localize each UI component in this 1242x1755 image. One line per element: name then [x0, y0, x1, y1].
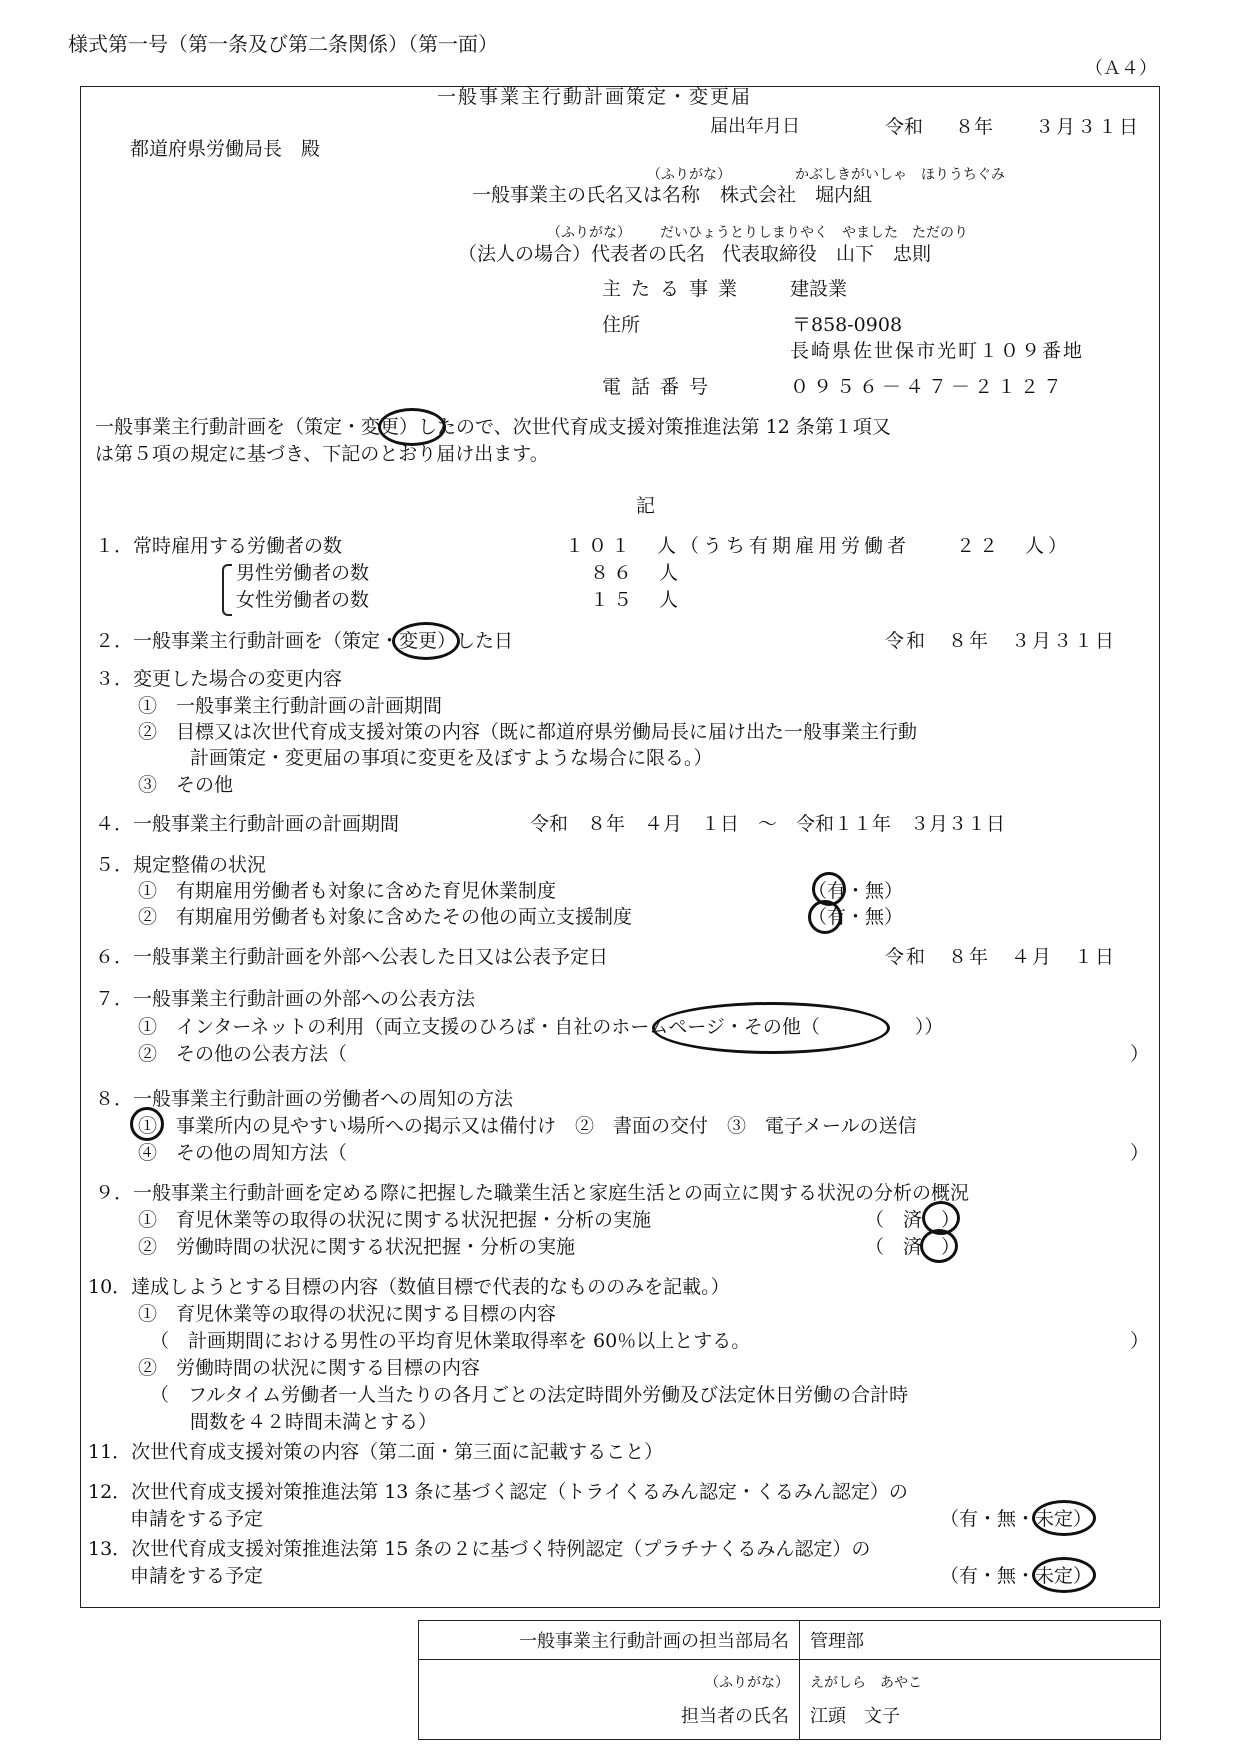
circle-mark-homepage [652, 1002, 890, 1054]
person-value-cell [800, 1660, 1161, 1740]
s2-label: ２．一般事業主行動計画を（策定・変更）した日 [95, 630, 514, 652]
submission-label: 届出年月日 [710, 116, 800, 137]
s12-choice: （有・無・未定） [940, 1508, 1093, 1530]
rep-value: 代表取締役 山下 忠則 [722, 243, 932, 265]
person-label-cell [419, 1660, 800, 1740]
circle-mark-s12-mitei [1032, 1500, 1096, 1536]
s7-item2: ② その他の公表方法（ [138, 1043, 348, 1065]
address-postal: 〒858-0908 [792, 314, 903, 336]
s1-label: １．常時雇用する労働者の数 [95, 535, 343, 557]
dept-value: 管理部 [800, 1621, 1161, 1660]
company-label: 一般事業主の氏名又は名称 [472, 184, 701, 206]
rep-furigana-value: だいひょうとりしまりやく やました ただのり [660, 225, 968, 241]
s10-item2-text1: （ フルタイム労働者一人当たりの各月ごとの法定時間外労働及び法定休日労働の合計時 [150, 1384, 909, 1406]
paper-size: （Ａ４） [1085, 58, 1157, 79]
s3-item1: ① 一般事業主行動計画の計画期間 [138, 695, 443, 717]
s1-female: １５ 人 [590, 589, 683, 611]
ki-label: 記 [636, 495, 656, 517]
s5-item2: ② 有期雇用労働者も対象に含めたその他の両立支援制度 [138, 906, 633, 928]
s4-period: 令和 ８年 ４月 １日 ～ 令和１１年 ３月３１日 [530, 813, 1006, 835]
s3-item2: ② 目標又は次世代育成支援対策の内容（既に都道府県労働局長に届け出た一般事業主行動 [138, 721, 918, 743]
s1-female-label: 女性労働者の数 [236, 589, 370, 611]
s9-item2: ② 労働時間の状況に関する状況把握・分析の実施 [138, 1236, 576, 1258]
s7-item1: ① インターネットの利用（両立支援のひろば・自社のホームページ・その他（ ）） [138, 1016, 944, 1038]
s8-item2-close: ） [1130, 1142, 1150, 1164]
company-value: 株式会社 堀内組 [720, 184, 873, 206]
s13-choice: （有・無・未定） [940, 1565, 1093, 1587]
s2-date: 令和 ８年 ３月３１日 [885, 630, 1117, 652]
s11-label: 11．次世代育成支援対策の内容（第二面・第三面に記載すること） [88, 1441, 664, 1463]
intro-line2: は第５項の規定に基づき、下記のとおり届け出ます。 [95, 443, 549, 465]
s5-item1: ① 有期雇用労働者も対象に含めた育児休業制度 [138, 880, 557, 902]
address-line: 長崎県佐世保市光町１０９番地 [790, 340, 1085, 362]
s5-label: ５．規定整備の状況 [95, 854, 267, 876]
person-name-value: 江頭 文子 [810, 1705, 900, 1727]
s10-item1-close: ） [1130, 1330, 1150, 1352]
s8-label: ８．一般事業主行動計画の労働者への周知の方法 [95, 1088, 514, 1110]
s8-item2: ④ その他の周知方法（ [138, 1142, 348, 1164]
phone-value: ０９５６－４７－２１２７ [790, 376, 1067, 398]
rep-label: （法人の場合）代表者の氏名 [458, 243, 706, 265]
s12-line1: 12．次世代育成支援対策推進法第 13 条に基づく認定（トライくるみん認定・くるみん認定）の [88, 1481, 908, 1503]
s9-item1-choice: （ 済 ） [865, 1209, 961, 1231]
addressee: 都道府県労働局長 殿 [130, 138, 321, 160]
s6-date: 令和 ８年 ４月 １日 [885, 946, 1117, 968]
s9-item2-choice: （ 済 ） [865, 1236, 961, 1258]
s13-line2: 申請をする予定 [130, 1565, 264, 1587]
circle-mark-s2-sakutei [392, 622, 460, 660]
person-name-label: 担当者の氏名 [681, 1705, 789, 1727]
s9-label: ９．一般事業主行動計画を定める際に把握した職業生活と家庭生活との両立に関する状況の分析の概況 [95, 1182, 970, 1204]
s4-label: ４．一般事業主行動計画の計画期間 [95, 813, 400, 835]
phone-label: 電話番号 [602, 376, 719, 398]
s7-item2-close: ） [1130, 1043, 1150, 1065]
s1-total: １０１ 人（うち有期雇用労働者 ２２ 人） [565, 535, 1072, 557]
s10-item2-text2: 間数を４２時間未満とする） [190, 1411, 438, 1433]
contact-table [418, 1620, 1161, 1740]
s8-item1: ① 事業所内の見やすい場所への掲示又は備付け ② 書面の交付 ③ 電子メールの送信 [138, 1115, 917, 1137]
s1-male: ８６ 人 [590, 562, 683, 584]
business-label: 主たる事業 [602, 278, 748, 300]
s10-item1: ① 育児休業等の取得の状況に関する目標の内容 [138, 1303, 557, 1325]
person-furigana-value: えがしら あやこ [810, 1674, 922, 1691]
gender-bracket [222, 564, 232, 616]
person-furigana-label: （ふりがな） [705, 1674, 789, 1691]
rep-furigana-label: （ふりがな） [547, 225, 631, 241]
form-title: 一般事業主行動計画策定・変更届 [437, 86, 753, 108]
s5-item2-choice: （有・無） [808, 906, 904, 928]
submission-year: ８年 [955, 116, 994, 138]
s10-item1-text: （ 計画期間における男性の平均育児休業取得率を 60％以上とする。 [150, 1330, 751, 1352]
submission-era: 令和 [885, 116, 924, 138]
s3-item2-cont: 計画策定・変更届の事項に変更を及ぼすような場合に限る。） [190, 747, 713, 769]
circle-mark-sakutei [378, 408, 446, 446]
company-furigana-value: かぶしきがいしゃ ほりうちぐみ [795, 167, 1005, 183]
circle-mark-s5-2 [808, 900, 842, 934]
s13-line1: 13．次世代育成支援対策推進法第 15 条の２に基づく特例認定（プラチナくるみん認定）の [88, 1538, 871, 1560]
s10-item2: ② 労働時間の状況に関する目標の内容 [138, 1357, 481, 1379]
submission-month-day: ３月３１日 [1035, 116, 1141, 138]
s3-label: ３．変更した場合の変更内容 [95, 668, 343, 690]
intro-line1: 一般事業主行動計画を（策定・変更）したので、次世代育成支援対策推進法第 12 条第１項又 [95, 416, 891, 438]
s12-line2: 申請をする予定 [130, 1508, 264, 1530]
address-label: 住所 [602, 314, 641, 336]
s1-male-label: 男性労働者の数 [236, 562, 370, 584]
s10-label: 10．達成しようとする目標の内容（数値目標で代表的なもののみを記載。） [88, 1276, 730, 1298]
company-furigana-label: （ふりがな） [647, 167, 731, 183]
dept-label: 一般事業主行動計画の担当部局名 [419, 1621, 800, 1660]
s5-item1-choice: （有・無） [808, 880, 904, 902]
s6-label: ６．一般事業主行動計画を外部へ公表した日又は公表予定日 [95, 946, 609, 968]
circle-mark-s9-2 [920, 1229, 958, 1263]
circle-mark-s13-mitei [1032, 1557, 1096, 1593]
business-value: 建設業 [790, 278, 848, 300]
form-header: 様式第一号（第一条及び第二条関係）（第一面） [68, 32, 498, 56]
s3-item3: ③ その他 [138, 774, 234, 796]
s9-item1: ① 育児休業等の取得の状況に関する状況把握・分析の実施 [138, 1209, 652, 1231]
circle-mark-s8-1 [130, 1107, 164, 1141]
s7-label: ７．一般事業主行動計画の外部への公表方法 [95, 988, 476, 1010]
